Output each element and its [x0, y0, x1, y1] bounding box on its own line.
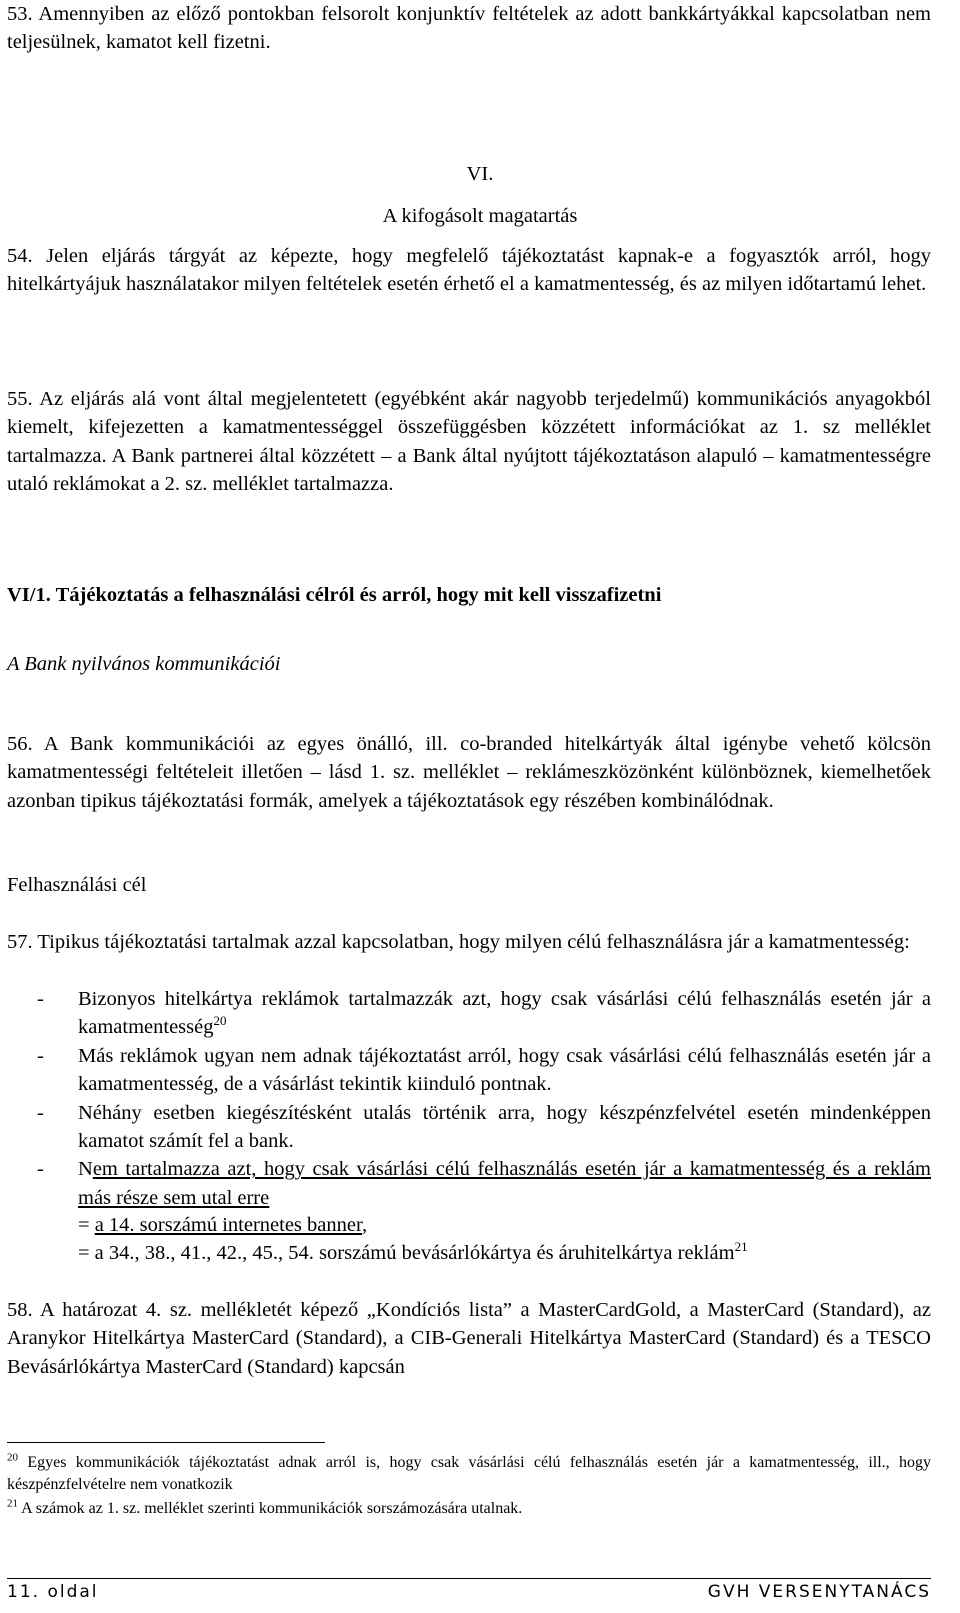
footnote-text: Egyes kommunikációk tájékoztatást adnak arról is, hogy csak vásárlási célú felhasználás esetén jár a kamatmentesség, ill., hogy készpénzfelvételre nem vonatkozik — [7, 1454, 932, 1493]
footer-page-number: 11. oldal — [7, 1582, 99, 1602]
list-item-text: Más reklámok ugyan nem adnak tájékoztatást arról, hogy csak vásárlási célú felhasználás esetén jár a kamatmentesség, de a vásárlást tekintik kiinduló pontnak. — [78, 1044, 931, 1096]
banner-reference: a 14. sorszámú internetes banner — [94, 1214, 362, 1236]
list-dash: - — [37, 1158, 44, 1181]
usage-purpose-list — [7, 985, 931, 1212]
footnote-separator — [7, 1442, 325, 1443]
subsection-heading: VI/1. Tájékoztatás a felhasználási célról és arról, hogy mit kell visszafizetni — [7, 584, 662, 606]
paragraph-53: 53. Amennyiben az előző pontokban felsorolt konjunktív feltételek az adott bankkártyákkal kapcsolatban nem teljesülnek, kamatot kell fizetni. — [7, 3, 931, 54]
paragraph-54: 54. Jelen eljárás tárgyát az képezte, hogy megfelelő tájékoztatást kapnak-e a fogyasztók arról, hogy hitelkártyájuk használatakor milyen feltételek esetén érhető el a kamatmentesség, és az milyen időtartamú lehet. — [7, 245, 931, 296]
equals-line-banner — [78, 1211, 367, 1239]
list-item — [7, 1155, 931, 1212]
equals-suffix: , — [361, 1214, 368, 1236]
footnote-ref-21[interactable]: 21 — [734, 1239, 748, 1255]
list-dash: - — [37, 1044, 44, 1067]
footnote-ref-20[interactable]: 20 — [213, 1013, 227, 1029]
list-item-text: Néhány esetben kiegészítésként utalás történik arra, hogy készpénzfelvétel esetén mindenképpen kamatot számít fel a bank. — [78, 1101, 931, 1153]
ads-reference: = a 34., 38., 41., 42., 45., 54. sorszámú bevásárlókártya és áruhitelkártya reklám — [78, 1242, 735, 1264]
list-item-text: Bizonyos hitelkártya reklámok tartalmazzák azt, hogy csak vásárlási célú felhasználás esetén jár a kamatmentesség — [78, 988, 931, 1039]
footnote-text: A számok az 1. sz. melléklet szerinti kommunikációk sorszámozására utalnak. — [21, 1500, 523, 1517]
footnote-number: 21 — [7, 1497, 18, 1510]
list-dash: - — [37, 988, 44, 1010]
equals-line-ads — [78, 1239, 748, 1267]
subheading-public-communications: A Bank nyilvános kommunikációi — [7, 653, 281, 675]
heading-usage-purpose: Felhasználási cél — [7, 874, 147, 896]
list-item — [7, 985, 931, 1042]
list-item-initial: N — [78, 1158, 93, 1181]
section-title: A kifogásolt magatartás — [382, 205, 578, 227]
footnote-number: 20 — [7, 1451, 18, 1464]
footnote-21 — [7, 1498, 931, 1520]
equals-prefix: = — [78, 1214, 95, 1236]
list-item-text-underlined: em tartalmazza azt, hogy csak vásárlási célú felhasználás esetén jár a kamatmentesség és a reklám más része sem utal erre — [78, 1158, 931, 1209]
list-dash: - — [37, 1101, 44, 1124]
section-number: VI. — [466, 163, 494, 185]
footer-separator — [7, 1578, 931, 1579]
paragraph-56: 56. A Bank kommunikációi az egyes önálló, ill. co-branded hitelkártyák által igénybe vehető kölcsön kamatmentességi feltételeit illetően – lásd 1. sz. melléklet – reklámeszközönként különböznek, kiemelhetőek azonban tipikus tájékoztatási formák, amelyek a tájékoztatások egy részében kombinálódnak. — [7, 733, 931, 812]
paragraph-58: 58. A határozat 4. sz. mellékletét képező „Kondíciós lista” a MasterCardGold, a MasterCard (Standard), az Aranykor Hitelkártya MasterCard (Standard), a CIB-Generali Hitelkártya MasterCard (Standard) és a TESCO Bevásárlókártya MasterCard (Standard) kapcsán — [7, 1299, 931, 1378]
list-item — [7, 1099, 931, 1156]
paragraph-55: 55. Az eljárás alá vont által megjelentetett (egyébként akár nagyobb terjedelmű) kommunikációs anyagokból kiemelt, kifejezetten a kamatmentességgel összefüggésben közzétett információkat az 1. sz melléklet tartalmazza. A Bank partnerei által közzétett – a Bank által nyújtott tájékoztatáson alapuló – kamatmentességre utaló reklámokat a 2. sz. melléklet tartalmazza. — [7, 388, 931, 496]
list-item — [7, 1042, 931, 1099]
footer-organization: GVH VERSENYTANÁCS — [707, 1582, 931, 1602]
paragraph-57-intro: 57. Tipikus tájékoztatási tartalmak azzal kapcsolatban, hogy milyen célú felhasználásra jár a kamatmentesség: — [7, 931, 910, 953]
footnote-20 — [7, 1452, 931, 1496]
